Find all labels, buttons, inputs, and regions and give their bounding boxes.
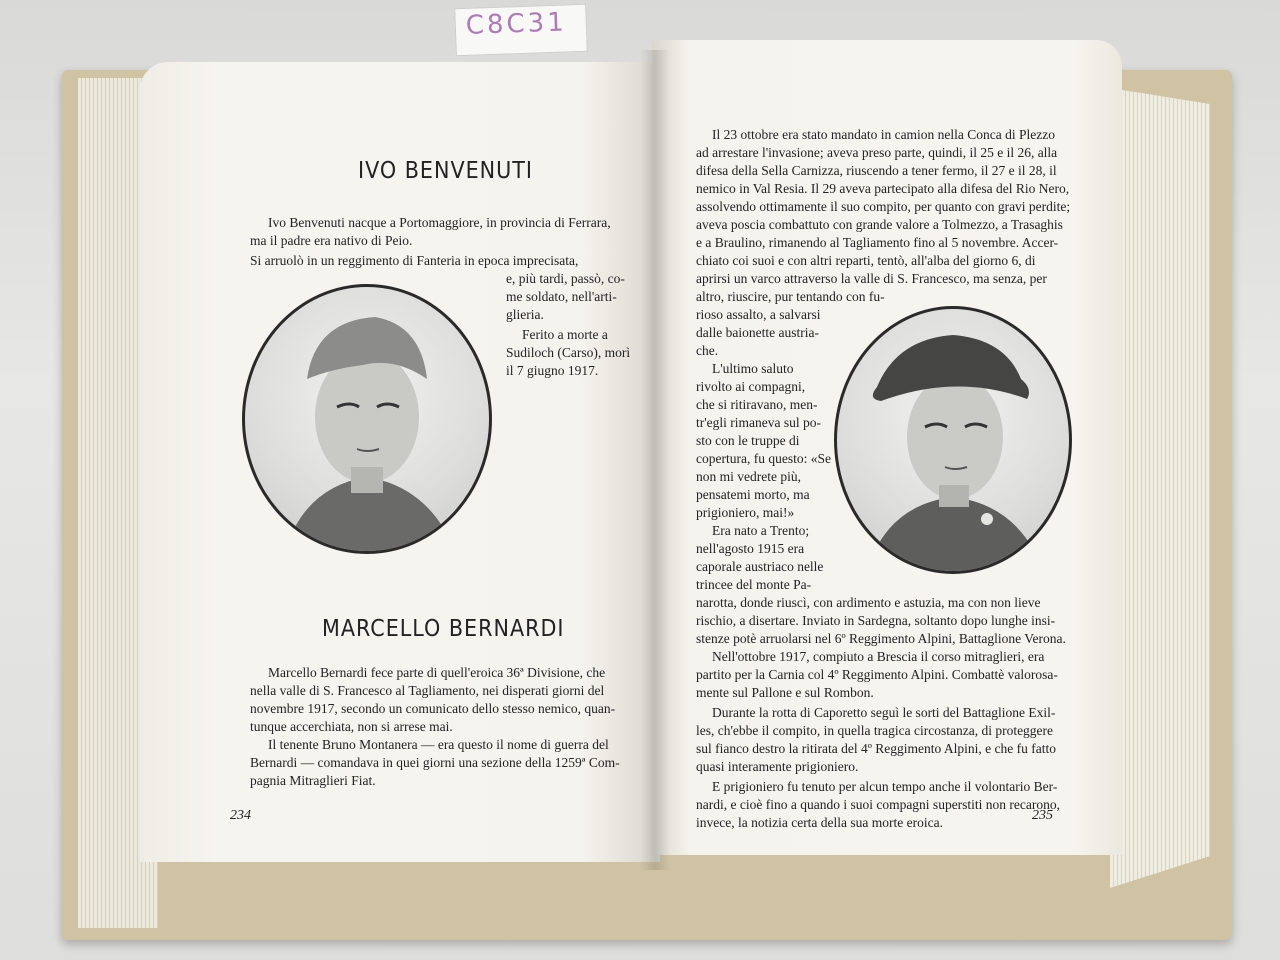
text-line: Si arruolò in un reggimento di Fanteria in epoca imprecisata, <box>250 253 579 268</box>
text-line: tunque accerchiata, non si arrese mai. <box>250 719 453 734</box>
text-line: caporale austriaco nelle <box>696 559 824 574</box>
text-line: Il 23 ottobre era stato mandato in camion nella Conca di Plezzo <box>712 127 1056 142</box>
text-line: me soldato, nell'arti- <box>506 289 617 304</box>
text-line: Ivo Benvenuti nacque a Portomaggiore, in provincia di Ferrara, <box>268 215 611 230</box>
text-line: novembre 1917, secondo un comunicato dello stesso nemico, quan- <box>250 701 616 716</box>
text-line: pensatemi morto, ma <box>696 487 810 502</box>
portrait-marcello-bernardi <box>834 306 1072 574</box>
text-line: Era nato a Trento; <box>712 523 810 538</box>
text-line: altro, riuscire, pur tentando con fu- <box>696 289 885 304</box>
text-line: Nell'ottobre 1917, compiuto a Brescia il corso mitraglieri, era <box>712 649 1045 664</box>
text-line: nardi, e cioè fino a quando i suoi compagni superstiti non recarono, <box>696 797 1061 812</box>
text-line: invece, la notizia certa della sua morte eroica. <box>696 815 943 830</box>
portrait-ivo-benvenuti <box>242 284 492 554</box>
text-line: il 7 giugno 1917. <box>506 363 599 378</box>
text-line: rischio, a disertare. Inviato in Sardegna, soltanto dopo lunghe insi- <box>696 613 1056 628</box>
text-line: tr'egli rimaneva sul po- <box>696 415 822 430</box>
heading-ivo-benvenuti: IVO BENVENUTI <box>358 158 534 184</box>
text-line: che. <box>696 343 719 358</box>
text-line: chiato coi suoi e con altri reparti, tentò, all'alba del giorno 6, di <box>696 253 1036 268</box>
book-gutter-shadow <box>640 50 670 870</box>
text-line: non mi vedrete più, <box>696 469 801 484</box>
text-line: Bernardi — comandava in quei giorni una sezione della 1259ª Com- <box>250 755 620 770</box>
text-line: nell'agosto 1915 era <box>696 541 805 556</box>
text-line: les, ch'ebbe il compito, in quella tragica circostanza, di proteggere <box>696 723 1054 738</box>
text-line: narotta, donde riuscì, con ardimento e astuzia, ma con non lieve <box>696 595 1041 610</box>
heading-marcello-bernardi: MARCELLO BERNARDI <box>322 616 565 642</box>
text-line: rivolto ai compagni, <box>696 379 806 394</box>
text-line: difesa della Sella Carnizza, riuscendo a tener fermo, il 27 e il 28, il <box>696 163 1057 178</box>
text-line: e, più tardi, passò, co- <box>506 271 625 286</box>
text-line: Ferito a morte a <box>522 327 608 342</box>
text-line: Il tenente Bruno Montanera — era questo il nome di guerra del <box>268 737 609 752</box>
right-page <box>652 40 1122 855</box>
text-line: assolvendo ottimamente il suo compito, per quanto con gravi perdite; <box>696 199 1071 214</box>
text-line: prigioniero, mai!» <box>696 505 795 520</box>
text-line: rioso assalto, a salvarsi <box>696 307 821 322</box>
library-sticker <box>454 4 588 57</box>
text-line: quasi interamente prigioniero. <box>696 759 859 774</box>
text-line: pagnia Mitraglieri Fiat. <box>250 773 376 788</box>
right-page-edges <box>1110 88 1210 888</box>
left-page <box>140 62 660 862</box>
text-line: partito per la Carnia col 4º Reggimento Alpini. Combattè valorosa- <box>696 667 1058 682</box>
text-line: Marcello Bernardi fece parte di quell'eroica 36ª Divisione, che <box>268 665 606 680</box>
text-line: aveva poscia combattuto con grande valore a Tolmezzo, a Trasaghis <box>696 217 1063 232</box>
text-line: sul fianco destro la ritirata del 4º Reggimento Alpini, e che fu fatto <box>696 741 1056 756</box>
text-line: copertura, fu questo: «Se <box>696 451 831 466</box>
text-line: sto con le truppe di <box>696 433 800 448</box>
text-line: nella valle di S. Francesco al Tagliamento, nei disperati giorni del <box>250 683 605 698</box>
text-line: Durante la rotta di Caporetto seguì le sorti del Battaglione Exil- <box>712 705 1056 720</box>
page-number-right: 235 <box>1032 808 1053 823</box>
text-line: stenze potè arruolarsi nel 6º Reggimento Alpini, Battaglione Verona. <box>696 631 1066 646</box>
text-line: trincee del monte Pa- <box>696 577 812 592</box>
sticker-code: C8C31 <box>465 7 568 41</box>
text-line: glieria. <box>506 307 544 322</box>
text-line: E prigioniero fu tenuto per alcun tempo anche il volontario Ber- <box>712 779 1058 794</box>
text-line: nemico in Val Resia. Il 29 aveva partecipato alla difesa del Rio Nero, <box>696 181 1070 196</box>
text-line: ad arrestare l'invasione; aveva preso parte, quindi, il 25 e il 26, alla <box>696 145 1058 160</box>
text-line: L'ultimo saluto <box>712 361 794 376</box>
text-line: aprirsi un varco attraverso la valle di S. Francesco, ma senza, per <box>696 271 1047 286</box>
text-line: mente sul Pallone e sul Rombon. <box>696 685 874 700</box>
text-line: che si ritiravano, men- <box>696 397 818 412</box>
text-line: e a Braulino, rimanendo al Tagliamento fino al 5 novembre. Accer- <box>696 235 1059 250</box>
text-line: ma il padre era nativo di Peio. <box>250 233 413 248</box>
page-number-left: 234 <box>230 808 251 823</box>
text-line: dalle baionette austria- <box>696 325 819 340</box>
text-line: Sudiloch (Carso), morì <box>506 345 631 360</box>
